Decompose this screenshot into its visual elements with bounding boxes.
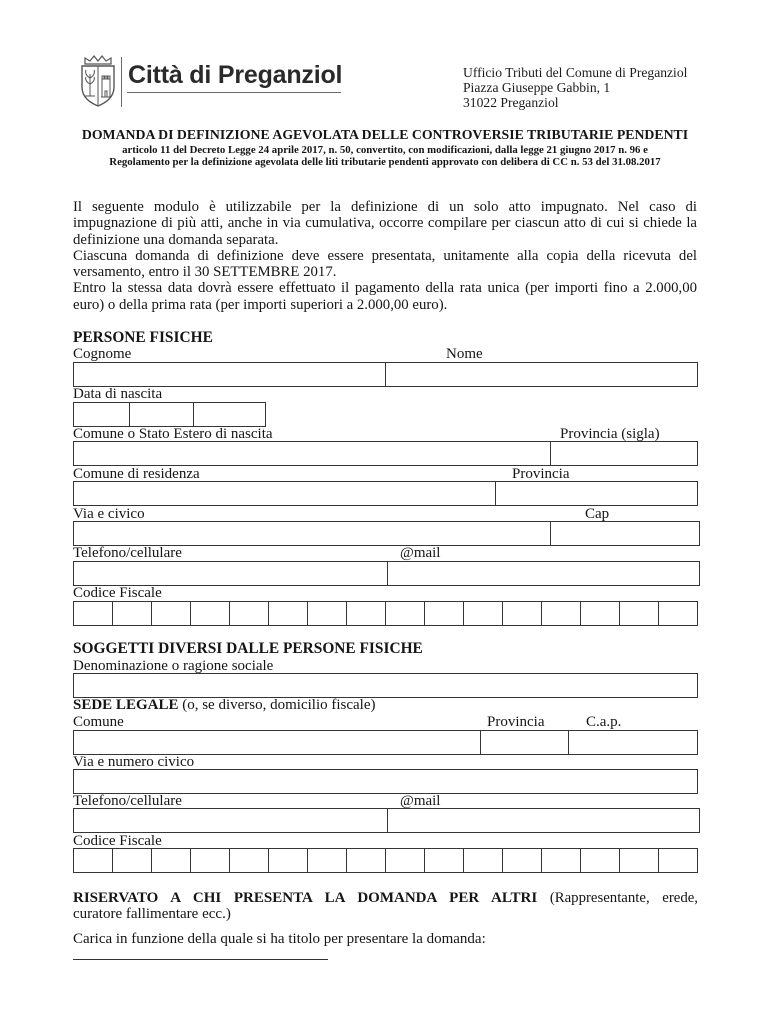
comune-residenza-field[interactable] <box>74 482 495 505</box>
sd-cf-box-12[interactable] <box>502 849 541 872</box>
sede-comune-field[interactable] <box>74 731 480 754</box>
pf-cf-box-16[interactable] <box>658 602 697 625</box>
header-vertical-divider <box>121 57 122 107</box>
pf-cf-box-10[interactable] <box>424 602 463 625</box>
pf-cf-box-14[interactable] <box>580 602 619 625</box>
contatti-row <box>73 561 700 586</box>
office-postal-code: 31022 Preganziol <box>463 95 559 110</box>
sede-contatti-row <box>73 808 700 833</box>
provincia-residenza-field[interactable] <box>495 482 697 505</box>
office-address: Piazza Giuseppe Gabbin, 1 <box>463 80 611 95</box>
intro-line: Il seguente modulo è utilizzabile per la definizione di un solo atto impugnato. Nel caso di <box>73 199 697 215</box>
pf-cf-box-2[interactable] <box>112 602 151 625</box>
provincia-residenza-label: Provincia <box>512 466 570 482</box>
riservato-note-2: curatore fallimentare ecc.) <box>73 906 231 922</box>
intro-line: definizione una domanda separata. <box>73 231 279 248</box>
denominazione-row <box>73 673 698 698</box>
sede-cap-label: C.a.p. <box>586 714 622 730</box>
telefono-field[interactable] <box>74 562 387 585</box>
sd-cf-box-15[interactable] <box>619 849 658 872</box>
telefono-label: Telefono/cellulare <box>73 545 182 561</box>
codice-fiscale-label: Codice Fiscale <box>73 585 162 601</box>
sede-via-field[interactable] <box>74 770 697 793</box>
denominazione-label: Denominazione o ragione sociale <box>73 658 274 674</box>
sede-comune-row <box>73 730 698 755</box>
soggetti-diversi-heading: SOGGETTI DIVERSI DALLE PERSONE FISICHE <box>73 640 423 657</box>
carica-input-line[interactable] <box>73 959 328 960</box>
sede-provincia-label: Provincia <box>487 714 545 730</box>
intro-paragraph <box>73 199 697 313</box>
data-nascita-giorno-field[interactable] <box>74 403 129 426</box>
comune-nascita-field[interactable] <box>74 442 550 465</box>
form-title: DOMANDA DI DEFINIZIONE AGEVOLATA DELLE CONTROVERSIE TRIBUTARIE PENDENTI <box>81 127 689 142</box>
sd-cf-box-16[interactable] <box>658 849 697 872</box>
sede-codice-fiscale-label: Codice Fiscale <box>73 833 162 849</box>
sd-cf-box-7[interactable] <box>307 849 346 872</box>
provincia-nascita-field[interactable] <box>550 442 697 465</box>
legal-reference-line-1: articolo 11 del Decreto Legge 24 aprile 2017, n. 50, convertito, con modificazioni, dalla legge 21 giugno 2017 n. 96 e <box>122 144 648 156</box>
sd-cf-box-13[interactable] <box>541 849 580 872</box>
pf-cf-box-8[interactable] <box>346 602 385 625</box>
sede-cap-field[interactable] <box>568 731 697 754</box>
intro-line: euro) o della prima rata (per importi superiori a 2.000,00 euro). <box>73 296 448 313</box>
carica-label: Carica in funzione della quale si ha titolo per presentare la domanda: <box>73 931 486 947</box>
intro-line: Ciascuna domanda di definizione deve essere presentata, unitamente alla copia della ricevuta del <box>73 247 697 264</box>
indirizzo-row <box>73 521 700 546</box>
comune-nascita-row <box>73 441 698 466</box>
sd-cf-box-4[interactable] <box>190 849 229 872</box>
cognome-field[interactable] <box>74 363 385 386</box>
riservato-line <box>73 890 698 906</box>
intro-line: impugnazione di più atti, anche in via cumulativa, occorre compilare per ciascun atto di cui si chiede la <box>73 215 697 232</box>
pf-cf-box-13[interactable] <box>541 602 580 625</box>
sd-cf-box-14[interactable] <box>580 849 619 872</box>
pf-cf-box-12[interactable] <box>502 602 541 625</box>
pf-cf-box-4[interactable] <box>190 602 229 625</box>
sede-email-label: @mail <box>400 793 441 809</box>
email-field[interactable] <box>387 562 699 585</box>
sd-cf-box-3[interactable] <box>151 849 190 872</box>
codice-fiscale-boxes <box>73 601 698 626</box>
sede-provincia-field[interactable] <box>480 731 568 754</box>
residenza-row <box>73 481 698 506</box>
pf-cf-box-9[interactable] <box>385 602 424 625</box>
coat-of-arms-icon <box>78 55 118 107</box>
sede-via-label: Via e numero civico <box>73 754 195 770</box>
nome-field[interactable] <box>385 363 697 386</box>
sede-legale-heading: SEDE LEGALE <box>73 697 179 713</box>
pf-cf-box-3[interactable] <box>151 602 190 625</box>
sd-cf-box-6[interactable] <box>268 849 307 872</box>
sede-via-row <box>73 769 698 794</box>
via-civico-label: Via e civico <box>73 506 145 522</box>
comune-nascita-label: Comune o Stato Estero di nascita <box>73 426 273 442</box>
intro-line: versamento, entro il 30 SETTEMBRE 2017. <box>73 264 337 281</box>
nome-label: Nome <box>446 346 483 362</box>
sede-email-field[interactable] <box>387 809 699 832</box>
cap-field[interactable] <box>550 522 699 545</box>
data-nascita-row <box>73 402 266 427</box>
data-nascita-anno-field[interactable] <box>193 403 265 426</box>
intro-line: Entro la stessa data dovrà essere effettuato il pagamento della rata unica (per importi fino a 2.000,00 <box>73 280 697 297</box>
data-nascita-mese-field[interactable] <box>129 403 193 426</box>
sede-legale-note: (o, se diverso, domicilio fiscale) <box>182 697 376 713</box>
sede-legale-label <box>73 697 376 713</box>
pf-cf-box-11[interactable] <box>463 602 502 625</box>
persone-fisiche-heading: PERSONE FISICHE <box>73 329 213 346</box>
pf-cf-box-6[interactable] <box>268 602 307 625</box>
sede-telefono-field[interactable] <box>74 809 387 832</box>
sd-cf-box-11[interactable] <box>463 849 502 872</box>
city-name: Città di Preganziol <box>128 61 343 89</box>
cap-label: Cap <box>585 506 610 522</box>
pf-cf-box-1[interactable] <box>74 602 112 625</box>
sd-cf-box-8[interactable] <box>346 849 385 872</box>
email-label: @mail <box>400 545 441 561</box>
pf-cf-box-7[interactable] <box>307 602 346 625</box>
provincia-sigla-label: Provincia (sigla) <box>560 426 660 442</box>
cognome-label: Cognome <box>73 346 132 362</box>
office-name: Ufficio Tributi del Comune di Preganziol <box>463 65 688 80</box>
sd-cf-box-9[interactable] <box>385 849 424 872</box>
sd-cf-box-5[interactable] <box>229 849 268 872</box>
sede-telefono-label: Telefono/cellulare <box>73 793 182 809</box>
data-nascita-label: Data di nascita <box>73 386 163 402</box>
sd-cf-box-2[interactable] <box>112 849 151 872</box>
sede-comune-label: Comune <box>73 714 124 730</box>
denominazione-field[interactable] <box>74 674 697 697</box>
sd-cf-box-1[interactable] <box>74 849 112 872</box>
pf-cf-box-15[interactable] <box>619 602 658 625</box>
legal-reference-line-2: Regolamento per la definizione agevolata delle liti tributarie pendenti approvato con delibera di CC n. 53 del 31.08.2017 <box>109 156 661 168</box>
pf-cf-box-5[interactable] <box>229 602 268 625</box>
comune-residenza-label: Comune di residenza <box>73 466 200 482</box>
riservato-heading: RISERVATO A CHI PRESENTA LA DOMANDA PER ALTRI <box>73 890 538 906</box>
riservato-note-1: (Rappresentante, erede, <box>549 890 699 906</box>
cognome-nome-row <box>73 362 698 387</box>
sede-codice-fiscale-boxes <box>73 848 698 873</box>
city-name-underline <box>127 92 341 93</box>
via-civico-field[interactable] <box>74 522 550 545</box>
sd-cf-box-10[interactable] <box>424 849 463 872</box>
